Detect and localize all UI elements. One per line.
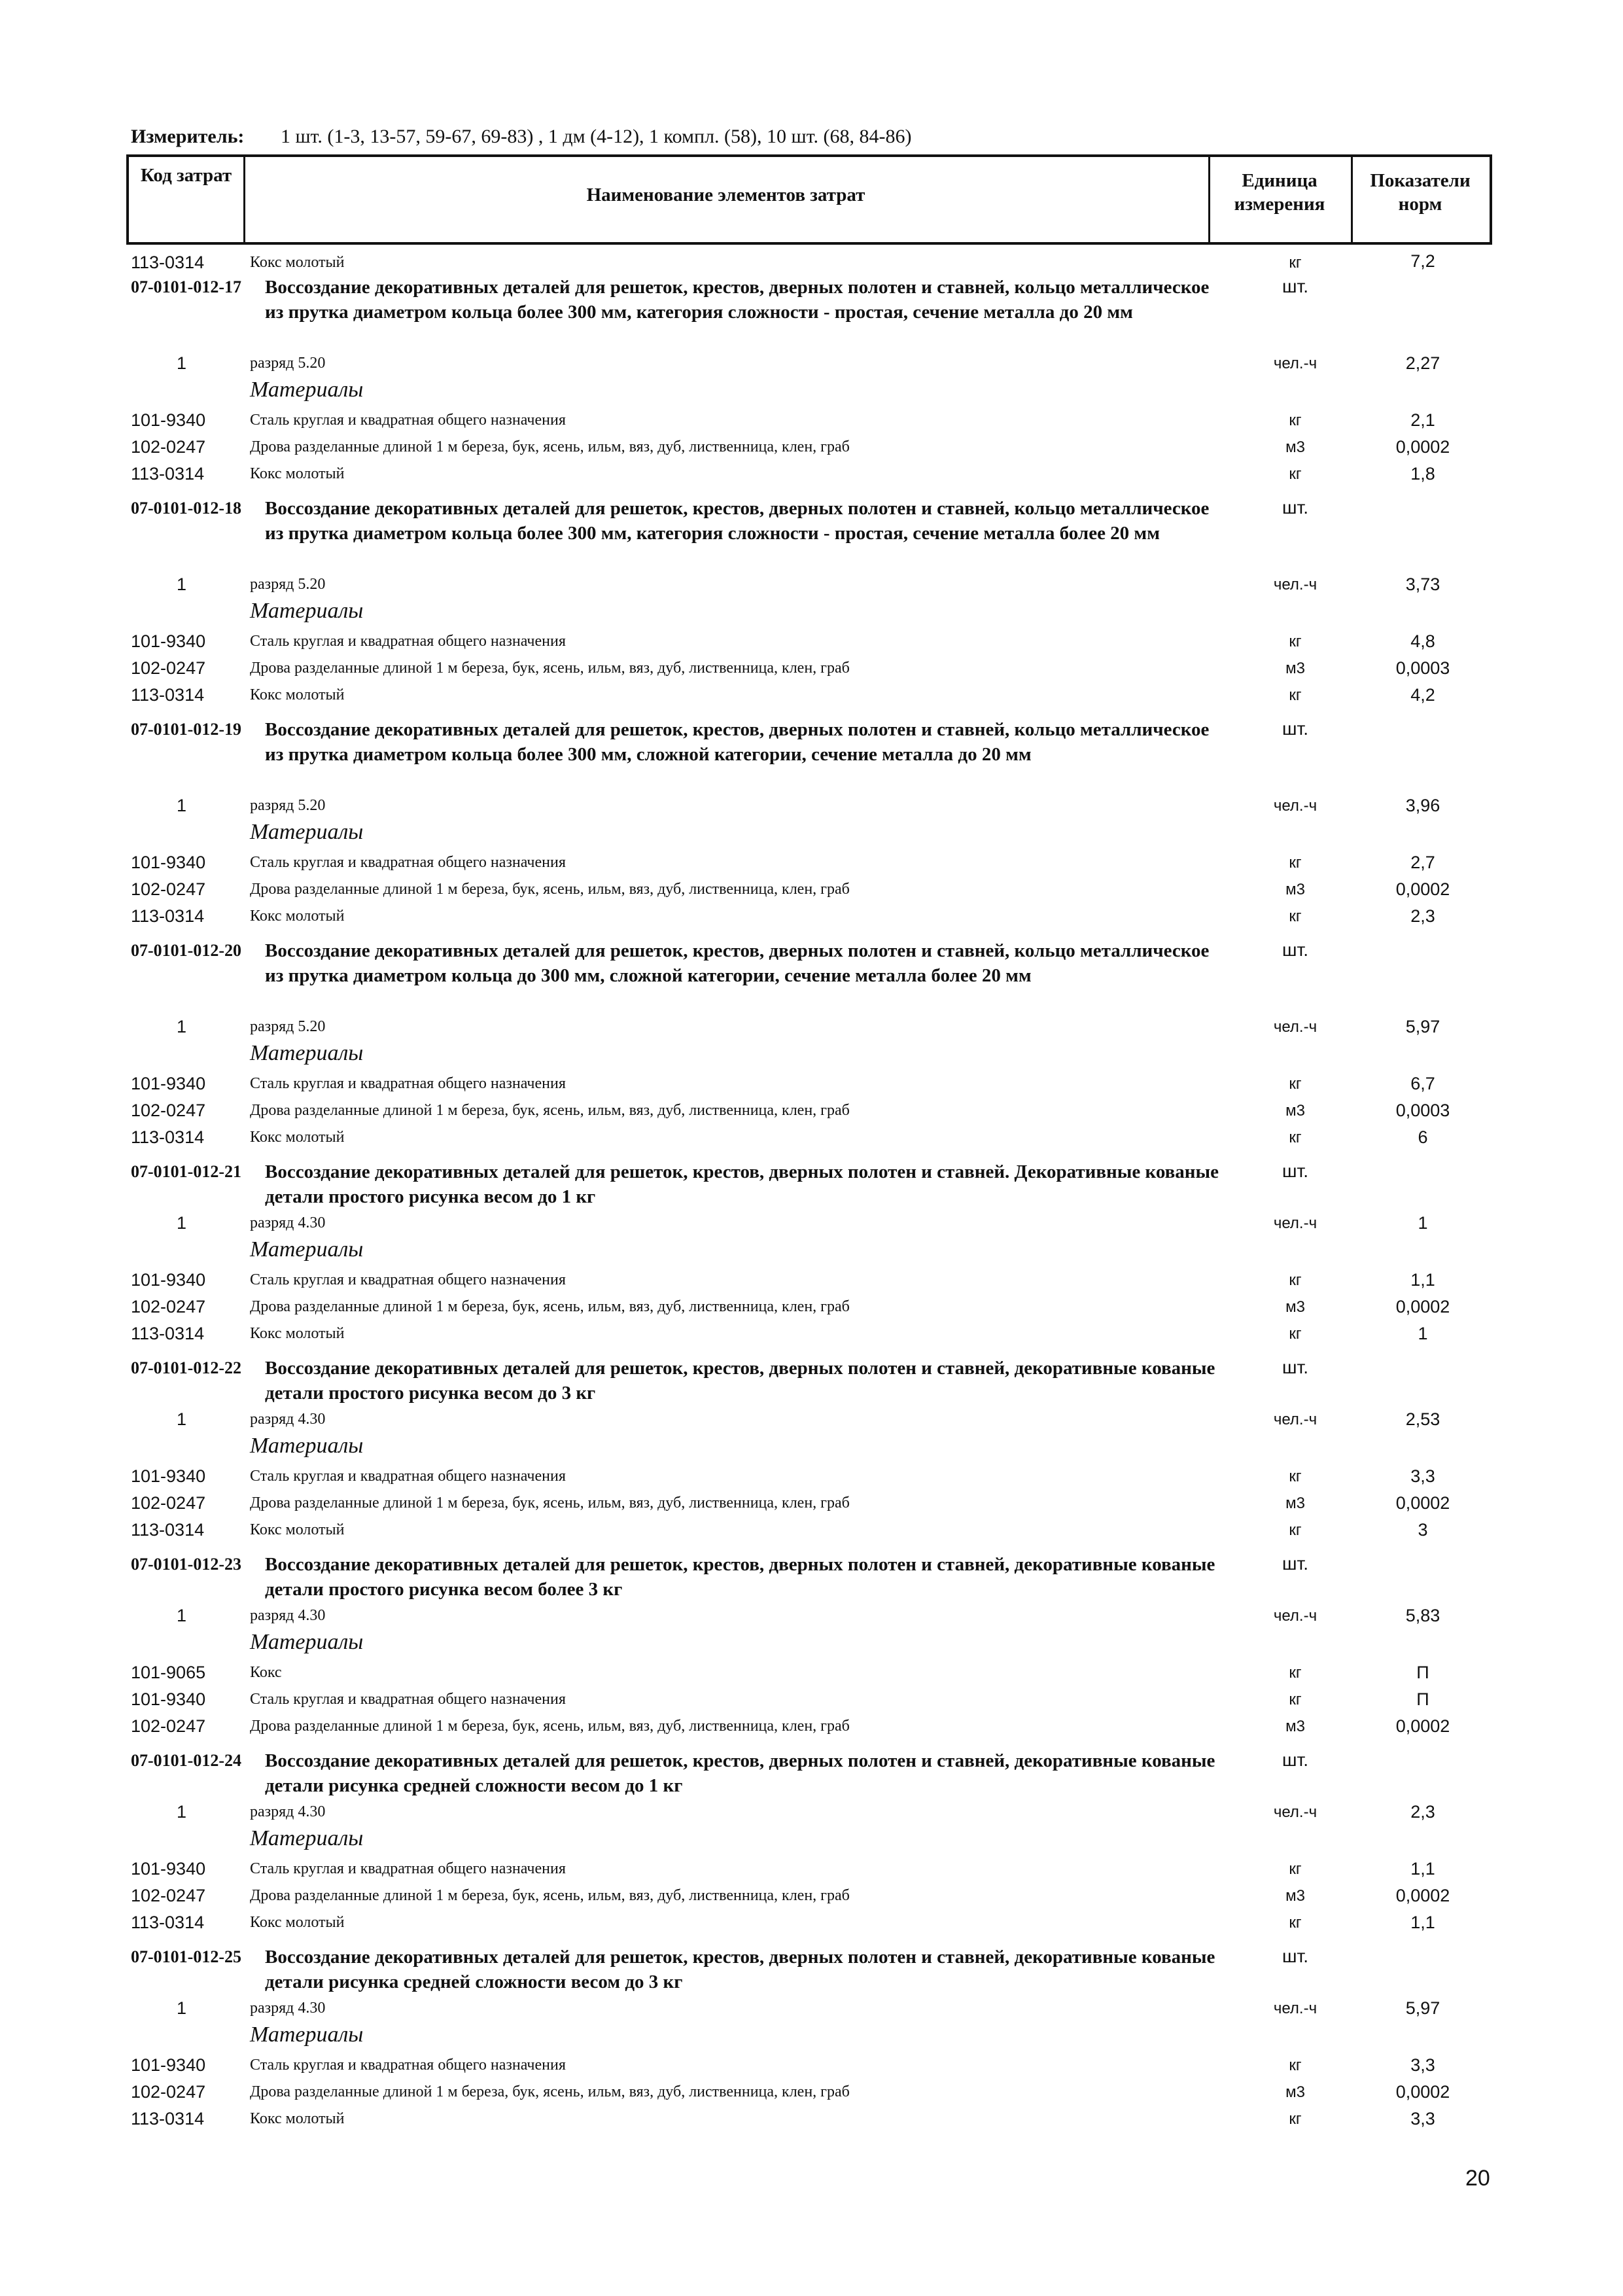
labor-value: 5,97 xyxy=(1405,1998,1440,2018)
norm-value: 3,3 xyxy=(1410,1466,1435,1486)
section-code: 07-0101-012-17 xyxy=(131,277,241,296)
norm-value: 0,0002 xyxy=(1395,1297,1450,1316)
unit-of-measure: кг xyxy=(1289,1075,1302,1093)
labor-grade: разряд 5.20 xyxy=(250,1018,326,1035)
cost-code: 101-9340 xyxy=(131,1270,206,1290)
section-unit: шт. xyxy=(1282,940,1308,960)
cost-code: 101-9340 xyxy=(131,1859,206,1879)
norm-value: 3 xyxy=(1418,1520,1428,1540)
cost-code: 113-0314 xyxy=(131,1520,205,1540)
section-unit: шт. xyxy=(1282,497,1308,518)
section-unit: шт. xyxy=(1282,1161,1308,1181)
norm-value: 4,2 xyxy=(1410,685,1435,705)
cost-item-name: Кокс молотый xyxy=(250,254,345,271)
col-header-unit-line1: Единица xyxy=(1242,170,1318,191)
col-header-norm-line2: норм xyxy=(1398,194,1442,215)
labor-value: 3,96 xyxy=(1405,796,1440,815)
col-header-code: Код затрат xyxy=(140,165,232,186)
section-title: Воссоздание декоративных деталей для решеток, крестов, дверных полотен и ставней, кольцо металлическое из прутка диаметром кольца более 300 мм, сложной категории, сечение металла до 20 мм xyxy=(265,719,1210,765)
labor-unit: чел.-ч xyxy=(1273,2000,1318,2017)
norm-value: 6 xyxy=(1418,1127,1428,1147)
section-code: 07-0101-012-25 xyxy=(131,1947,241,1966)
norm-value: 2,3 xyxy=(1410,906,1435,926)
materials-label: Материалы xyxy=(250,599,364,623)
cost-item-name: Кокс xyxy=(250,1664,282,1681)
norm-value: 0,0003 xyxy=(1395,1101,1450,1120)
section-code: 07-0101-012-23 xyxy=(131,1555,241,1574)
cost-item-name: Сталь круглая и квадратная общего назначения xyxy=(250,412,566,429)
unit-of-measure: м3 xyxy=(1285,1494,1305,1512)
labor-number: 1 xyxy=(177,796,187,815)
unit-of-measure: м3 xyxy=(1285,438,1305,456)
page-number: 20 xyxy=(1465,2166,1490,2191)
norm-value: 0,0002 xyxy=(1395,879,1450,899)
norm-value: 4,8 xyxy=(1410,631,1435,651)
cost-code: 101-9340 xyxy=(131,1466,206,1486)
section-unit: шт. xyxy=(1282,1357,1308,1377)
labor-unit: чел.-ч xyxy=(1273,1018,1318,1036)
cost-code: 101-9340 xyxy=(131,2055,206,2075)
section-title: Воссоздание декоративных деталей для решеток, крестов, дверных полотен и ставней, декоративные кованые детали рисунка средней сложности весом до 3 кг xyxy=(265,1947,1215,1992)
section-title: Воссоздание декоративных деталей для решеток, крестов, дверных полотен и ставней, кольцо металлическое из прутка диаметром кольца более 300 мм, категория сложности - простая, сечение металла до 20 мм xyxy=(265,277,1210,323)
unit-of-measure: м3 xyxy=(1285,2083,1305,2101)
materials-label: Материалы xyxy=(250,820,364,844)
labor-value: 2,27 xyxy=(1405,353,1440,373)
cost-item-name: Кокс молотый xyxy=(250,908,345,925)
norm-value: 0,0002 xyxy=(1395,1886,1450,1905)
unit-of-measure: кг xyxy=(1289,1325,1302,1343)
unit-of-measure: кг xyxy=(1289,1914,1302,1932)
cost-item-name: Дрова разделанные длиной 1 м береза, бук, ясень, ильм, вяз, дуб, лиственница, клен, граб xyxy=(250,660,850,677)
labor-value: 3,73 xyxy=(1405,574,1440,594)
cost-item-name: Дрова разделанные длиной 1 м береза, бук, ясень, ильм, вяз, дуб, лиственница, клен, граб xyxy=(250,1494,850,1511)
norm-value: 3,3 xyxy=(1410,2109,1435,2128)
cost-item-name: Кокс молотый xyxy=(250,1521,345,1538)
labor-unit: чел.-ч xyxy=(1273,576,1318,593)
cost-code: 102-0247 xyxy=(131,1886,206,1905)
col-header-name: Наименование элементов затрат xyxy=(586,185,865,205)
norm-value: 2,7 xyxy=(1410,853,1435,872)
measure-label: Измеритель: xyxy=(131,126,245,147)
section-code: 07-0101-012-19 xyxy=(131,720,241,739)
cost-code: 113-0314 xyxy=(131,1324,205,1343)
cost-code: 101-9340 xyxy=(131,853,206,872)
materials-label: Материалы xyxy=(250,1630,364,1654)
section-code: 07-0101-012-24 xyxy=(131,1751,241,1770)
cost-item-name: Дрова разделанные длиной 1 м береза, бук, ясень, ильм, вяз, дуб, лиственница, клен, граб xyxy=(250,1102,850,1119)
cost-item-name: Кокс молотый xyxy=(250,1914,345,1931)
labor-grade: разряд 4.30 xyxy=(250,1411,326,1428)
cost-code: 113-0314 xyxy=(131,464,205,484)
unit-of-measure: м3 xyxy=(1285,881,1305,898)
unit-of-measure: кг xyxy=(1289,908,1302,925)
cost-item-name: Сталь круглая и квадратная общего назначения xyxy=(250,1075,566,1092)
labor-grade: разряд 4.30 xyxy=(250,2000,326,2017)
unit-of-measure: кг xyxy=(1289,854,1302,872)
unit-of-measure: кг xyxy=(1289,1271,1302,1289)
norm-value: П xyxy=(1416,1663,1429,1682)
cost-code: 101-9340 xyxy=(131,1074,206,1093)
unit-of-measure: м3 xyxy=(1285,1102,1305,1120)
cost-code: 113-0314 xyxy=(131,2109,205,2128)
cost-code: 113-0314 xyxy=(131,253,205,272)
unit-of-measure: кг xyxy=(1289,2110,1302,2128)
labor-grade: разряд 5.20 xyxy=(250,797,326,814)
norm-value: 0,0002 xyxy=(1395,437,1450,457)
cost-item-name: Кокс молотый xyxy=(250,2110,345,2127)
cost-code: 101-9340 xyxy=(131,410,206,430)
cost-code: 102-0247 xyxy=(131,1493,206,1513)
labor-number: 1 xyxy=(177,353,187,373)
cost-code: 113-0314 xyxy=(131,906,205,926)
labor-grade: разряд 4.30 xyxy=(250,1803,326,1820)
section-unit: шт. xyxy=(1282,1946,1308,1966)
labor-number: 1 xyxy=(177,1409,187,1429)
section-code: 07-0101-012-21 xyxy=(131,1162,241,1181)
norm-value: 1,1 xyxy=(1410,1270,1435,1290)
section-unit: шт. xyxy=(1282,276,1308,296)
cost-item-name: Сталь круглая и квадратная общего назначения xyxy=(250,1860,566,1877)
col-header-norm-line1: Показатели xyxy=(1370,170,1471,191)
unit-of-measure: кг xyxy=(1289,412,1302,429)
cost-code: 102-0247 xyxy=(131,1716,206,1736)
labor-value: 2,53 xyxy=(1405,1409,1440,1429)
cost-code: 102-0247 xyxy=(131,437,206,457)
norm-value: 1,1 xyxy=(1410,1859,1435,1879)
unit-of-measure: кг xyxy=(1289,1521,1302,1539)
unit-of-measure: кг xyxy=(1289,1691,1302,1708)
unit-of-measure: м3 xyxy=(1285,1887,1305,1905)
section-title: Воссоздание декоративных деталей для решеток, крестов, дверных полотен и ставней, кольцо металлическое из прутка диаметром кольца до 300 мм, сложной категории, сечение металла более 20 мм xyxy=(265,940,1210,986)
col-header-unit-line2: измерения xyxy=(1234,194,1325,215)
labor-value: 5,97 xyxy=(1405,1017,1440,1036)
norm-value: П xyxy=(1416,1689,1429,1709)
cost-item-name: Сталь круглая и квадратная общего назначения xyxy=(250,1271,566,1288)
cost-item-name: Сталь круглая и квадратная общего назначения xyxy=(250,1468,566,1485)
cost-code: 101-9065 xyxy=(131,1663,206,1682)
cost-item-name: Дрова разделанные длиной 1 м береза, бук, ясень, ильм, вяз, дуб, лиственница, клен, граб xyxy=(250,1718,850,1735)
labor-grade: разряд 4.30 xyxy=(250,1607,326,1624)
unit-of-measure: кг xyxy=(1289,2057,1302,2074)
labor-unit: чел.-ч xyxy=(1273,797,1318,815)
unit-of-measure: кг xyxy=(1289,1664,1302,1682)
unit-of-measure: кг xyxy=(1289,633,1302,650)
norm-value: 1,8 xyxy=(1410,464,1435,484)
cost-item-name: Сталь круглая и квадратная общего назначения xyxy=(250,1691,566,1708)
labor-unit: чел.-ч xyxy=(1273,1214,1318,1232)
materials-label: Материалы xyxy=(250,1826,364,1850)
unit-of-measure: кг xyxy=(1289,254,1302,272)
labor-value: 5,83 xyxy=(1405,1606,1440,1625)
norm-value: 0,0002 xyxy=(1395,2082,1450,2102)
labor-unit: чел.-ч xyxy=(1273,1607,1318,1625)
labor-number: 1 xyxy=(177,1606,187,1625)
cost-code: 102-0247 xyxy=(131,1101,206,1120)
section-title: Воссоздание декоративных деталей для решеток, крестов, дверных полотен и ставней. Декоративные кованые детали простого рисунка весом до 1 кг xyxy=(265,1161,1219,1207)
unit-of-measure: кг xyxy=(1289,686,1302,704)
norm-value: 0,0002 xyxy=(1395,1493,1450,1513)
norm-value: 7,2 xyxy=(1410,251,1435,271)
cost-item-name: Дрова разделанные длиной 1 м береза, бук, ясень, ильм, вяз, дуб, лиственница, клен, граб xyxy=(250,438,850,455)
norm-value: 1,1 xyxy=(1410,1913,1435,1932)
cost-item-name: Кокс молотый xyxy=(250,1325,345,1342)
norm-value: 1 xyxy=(1418,1324,1428,1343)
labor-grade: разряд 4.30 xyxy=(250,1214,326,1231)
unit-of-measure: кг xyxy=(1289,1468,1302,1485)
section-title: Воссоздание декоративных деталей для решеток, крестов, дверных полотен и ставней, декоративные кованые детали рисунка средней сложности весом до 1 кг xyxy=(265,1750,1215,1796)
labor-number: 1 xyxy=(177,1213,187,1233)
cost-item-name: Сталь круглая и квадратная общего назначения xyxy=(250,854,566,871)
unit-of-measure: м3 xyxy=(1285,1718,1305,1735)
labor-unit: чел.-ч xyxy=(1273,1411,1318,1428)
materials-label: Материалы xyxy=(250,378,364,402)
cost-code: 102-0247 xyxy=(131,658,206,678)
labor-number: 1 xyxy=(177,574,187,594)
norm-value: 2,1 xyxy=(1410,410,1435,430)
labor-grade: разряд 5.20 xyxy=(250,576,326,593)
unit-of-measure: м3 xyxy=(1285,1298,1305,1316)
cost-item-name: Кокс молотый xyxy=(250,465,345,482)
section-code: 07-0101-012-20 xyxy=(131,941,241,960)
section-unit: шт. xyxy=(1282,718,1308,739)
cost-item-name: Дрова разделанные длиной 1 м береза, бук, ясень, ильм, вяз, дуб, лиственница, клен, граб xyxy=(250,1298,850,1315)
section-title: Воссоздание декоративных деталей для решеток, крестов, дверных полотен и ставней, кольцо металлическое из прутка диаметром кольца более 300 мм, категория сложности - простая, сечение металла более 20 мм xyxy=(265,498,1210,544)
section-title: Воссоздание декоративных деталей для решеток, крестов, дверных полотен и ставней, декоративные кованые детали простого рисунка весом до 3 кг xyxy=(265,1358,1215,1404)
cost-item-name: Сталь круглая и квадратная общего назначения xyxy=(250,2057,566,2074)
norm-value: 6,7 xyxy=(1410,1074,1435,1093)
cost-code: 102-0247 xyxy=(131,2082,206,2102)
labor-number: 1 xyxy=(177,1998,187,2018)
labor-number: 1 xyxy=(177,1017,187,1036)
section-unit: шт. xyxy=(1282,1750,1308,1770)
cost-item-name: Кокс молотый xyxy=(250,1129,345,1146)
cost-item-name: Сталь круглая и квадратная общего назначения xyxy=(250,633,566,650)
section-unit: шт. xyxy=(1282,1553,1308,1574)
section-code: 07-0101-012-18 xyxy=(131,499,241,518)
section-code: 07-0101-012-22 xyxy=(131,1358,241,1377)
labor-unit: чел.-ч xyxy=(1273,1803,1318,1821)
cost-item-name: Дрова разделанные длиной 1 м береза, бук, ясень, ильм, вяз, дуб, лиственница, клен, граб xyxy=(250,2083,850,2100)
labor-unit: чел.-ч xyxy=(1273,355,1318,372)
cost-code: 101-9340 xyxy=(131,631,206,651)
unit-of-measure: кг xyxy=(1289,1129,1302,1146)
unit-of-measure: кг xyxy=(1289,465,1302,483)
labor-grade: разряд 5.20 xyxy=(250,355,326,372)
cost-code: 102-0247 xyxy=(131,1297,206,1316)
labor-value: 1 xyxy=(1418,1213,1428,1233)
cost-code: 101-9340 xyxy=(131,1689,206,1709)
cost-item-name: Кокс молотый xyxy=(250,686,345,703)
section-title: Воссоздание декоративных деталей для решеток, крестов, дверных полотен и ставней, декоративные кованые детали простого рисунка весом более 3 кг xyxy=(265,1554,1215,1600)
norm-value: 0,0002 xyxy=(1395,1716,1450,1736)
labor-value: 2,3 xyxy=(1410,1802,1435,1822)
cost-item-name: Дрова разделанные длиной 1 м береза, бук, ясень, ильм, вяз, дуб, лиственница, клен, граб xyxy=(250,1887,850,1904)
labor-number: 1 xyxy=(177,1802,187,1822)
cost-code: 113-0314 xyxy=(131,685,205,705)
unit-of-measure: м3 xyxy=(1285,660,1305,677)
cost-code: 102-0247 xyxy=(131,879,206,899)
unit-of-measure: кг xyxy=(1289,1860,1302,1878)
measure-text: 1 шт. (1-3, 13-57, 59-67, 69-83) , 1 дм (4-12), 1 компл. (58), 10 шт. (68, 84-86) xyxy=(280,126,912,147)
norm-value: 0,0003 xyxy=(1395,658,1450,678)
materials-label: Материалы xyxy=(250,1041,364,1065)
materials-label: Материалы xyxy=(250,1434,364,1458)
materials-label: Материалы xyxy=(250,1237,364,1262)
cost-code: 113-0314 xyxy=(131,1913,205,1932)
materials-label: Материалы xyxy=(250,2022,364,2047)
cost-code: 113-0314 xyxy=(131,1127,205,1147)
cost-item-name: Дрова разделанные длиной 1 м береза, бук, ясень, ильм, вяз, дуб, лиственница, клен, граб xyxy=(250,881,850,898)
norm-value: 3,3 xyxy=(1410,2055,1435,2075)
